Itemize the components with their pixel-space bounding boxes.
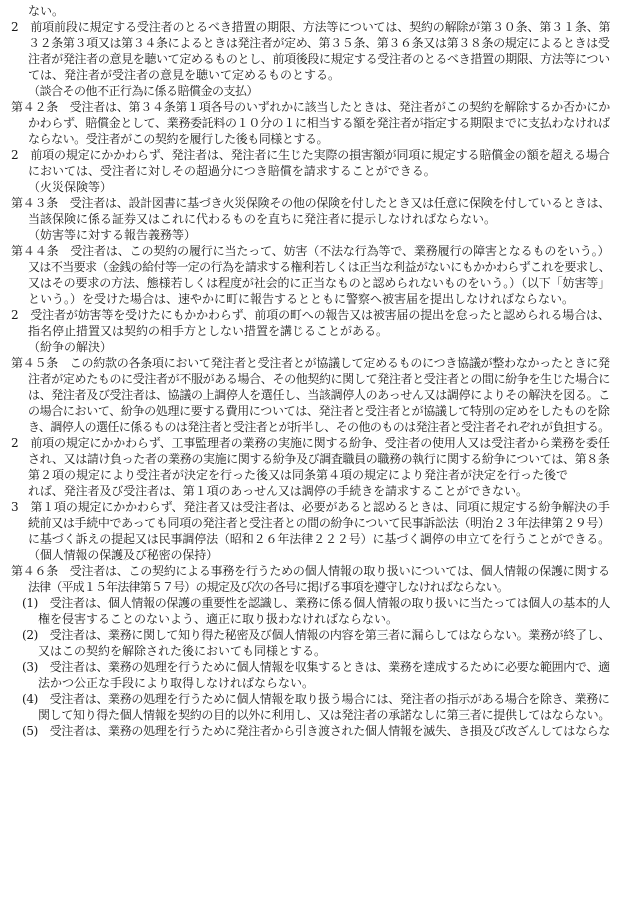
text-line: ない。 <box>28 4 65 18</box>
text-line: 2 前項の規定にかかわらず、発注者は、発注者に生じた実際の損害額が同項に規定する賠償金の額を超える場合 <box>11 148 610 162</box>
text-line: (3) 受注者は、業務の処理を行うために個人情報を収集するときは、業務を達成するために必要な範囲内で、適 <box>22 660 610 674</box>
text-line: (1) 受注者は、個人情報の保護の重要性を認識し、業務に係る個人情報の取り扱いに当たっては個人の基本的人 <box>22 596 610 610</box>
text-line: 3 第１項の規定にかかわらず、発注者又は受注者は、必要があると認めるときは、同項に規定する紛争解決の手 <box>11 500 610 514</box>
text-line: 当該保険に係る証券又はこれに代わるものを直ちに発注者に提示しなければならない。 <box>28 212 497 226</box>
text-line: 又はこの契約を解除された後においても同様とする。 <box>38 644 327 658</box>
text-line: 法律（平成１５年法律第５７号）の規定及び次の各号に掲げる事項を遵守しなければならない。 <box>28 580 508 594</box>
text-line: (2) 受注者は、業務に関して知り得た秘密及び個人情報の内容を第三者に漏らしてはならない。業務が終了し、 <box>22 628 610 642</box>
text-line: ては、発注者が受注者の意見を聴いて定めるものとする。 <box>28 68 341 82</box>
text-line: （妨害等に対する報告義務等） <box>28 228 197 242</box>
text-line: ３２条第３項又は第３４条によるときは発注者が定め、第３５条、第３６条又は第３８条の規定によるときは受 <box>28 36 610 50</box>
text-line: 指名停止措置又は契約の相手方としない措置を講じることがある。 <box>28 324 388 338</box>
text-line: 第４５条 この約款の各条項において発注者と受注者とが協議して定めるものにつき協議が整わなかったときに発 <box>11 356 610 370</box>
text-line: （紛争の解決） <box>28 340 113 354</box>
text-line: に基づく訴えの提起又は民事調停法（昭和２６年法律２２２号）に基づく調停の申立てを行うことができる。 <box>28 532 610 546</box>
text-line: 第２項の規定により受注者が決定を行った後又は同条第４項の規定により発注者が決定を行った後で <box>28 468 569 482</box>
text-line: （火災保険等） <box>28 180 113 194</box>
text-line: （談合その他不正行為に係る賠償金の支払） <box>28 84 258 98</box>
text-line: 法かつ公正な手段により取得しなければならない。 <box>38 676 315 690</box>
text-line: という。）を受けた場合は、速やかに町に報告するとともに警察へ被害届を提出しなければならない。 <box>28 292 575 306</box>
text-line: れば、発注者及び受注者は、第１項のあっせん又は調停の手続きを請求することができない。 <box>28 484 528 498</box>
text-line: は、発注者及び受注者は、協議の上調停人を選任し、当該調停人のあっせん又は調停によりその解決を図る。こ <box>28 388 610 402</box>
text-line: かわらず、賠償金として、業務委託料の１０分の１に相当する額を発注者が指定する期限までに支払わなければ <box>28 116 610 130</box>
text-line: （個人情報の保護及び秘密の保持） <box>28 548 218 562</box>
text-line: 注者が発注者の意見を聴いて定めるものとし、前項後段に規定する受注者のとるべき措置の期限、方法等につい <box>28 52 610 66</box>
text-line: 又は不当要求（金銭の給付等一定の行為を請求する権利若しくは正当な利益がないにもかかわらずこれを要求し、 <box>28 260 610 274</box>
text-line: (4) 受注者は、業務の処理を行うために個人情報を取り扱う場合には、発注者の指示がある場合を除き、業務に <box>22 692 610 706</box>
text-line: 2 受注者が妨害等を受けたにもかかわらず、前項の町への報告又は被害届の提出を怠ったと認められる場合は、 <box>11 308 610 322</box>
text-line: され、又は請け負った者の業務の実施に関する紛争及び調査職員の職務の執行に関する紛争については、第８条 <box>28 452 610 466</box>
text-line: (5) 受注者は、業務の処理を行うために発注者から引き渡された個人情報を滅失、き損及び改ざんしてはならな <box>22 724 610 738</box>
text-line: ならない。受注者がこの契約を履行した後も同様とする。 <box>28 132 328 146</box>
text-line: 第４４条 受注者は、この契約の履行に当たって、妨害（不法な行為等で、業務履行の障害となるものをいう。） <box>11 244 610 258</box>
text-line: 2 前項の規定にかかわらず、工事監理者の業務の実施に関する紛争、受注者の使用人又は受注者から業務を委任 <box>11 436 610 450</box>
text-line: 又はその要求の方法、態様若しくは程度が社会的に正当なものと認められないものをいう。）（以下「妨害等」 <box>28 276 610 290</box>
text-line: においては、受注者に対しその超過分につき賠償を請求することができる。 <box>28 164 436 178</box>
text-line: 権を侵害することのないよう、適正に取り扱わなければならない。 <box>38 612 399 626</box>
text-line: 第４３条 受注者は、設計図書に基づき火災保険その他の保険を付したとき又は任意に保険を付しているときは、 <box>11 196 610 210</box>
text-line: 第４６条 受注者は、この契約による事務を行うための個人情報の取り扱いについては、個人情報の保護に関する <box>11 564 610 578</box>
text-line: き、調停人の選任に係るものは発注者と受注者とが折半し、その他のものは発注者と受注者それぞれが負担する。 <box>28 420 610 434</box>
text-line: 注者が定めたものに受注者が不服がある場合、その他契約に関して発注者と受注者との間に紛争を生じた場合に <box>28 372 610 386</box>
text-line: 続前又は手続中であっても同項の発注者と受注者との間の紛争について民事訴訟法（明治２３年法律第２９号） <box>28 516 610 530</box>
text-line: 関して知り得た個人情報を契約の目的以外に利用し、又は発注者の承諾なしに第三者に提供してはならない。 <box>38 708 610 722</box>
text-line: 2 前項前段に規定する受注者のとるべき措置の期限、方法等については、契約の解除が第３０条、第３１条、第 <box>11 20 610 34</box>
text-line: 第４２条 受注者は、第３４条第１項各号のいずれかに該当したときは、発注者がこの契約を解除するか否かにか <box>11 100 610 114</box>
text-line: の場合において、紛争の処理に要する費用については、発注者と受注者とが協議して特別の定めをしたものを除 <box>28 404 610 418</box>
